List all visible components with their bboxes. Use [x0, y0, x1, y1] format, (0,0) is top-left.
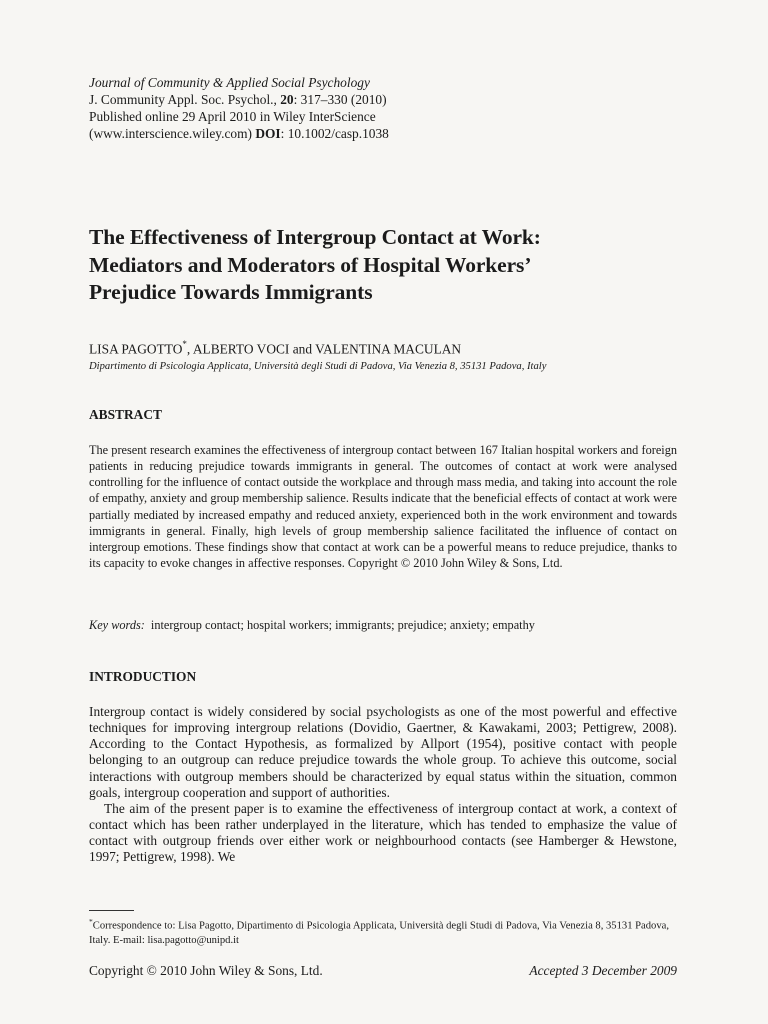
volume-number: 20 [280, 92, 294, 107]
author-affiliation: Dipartimento di Psicologia Applicata, Università degli Studi di Padova, Via Venezia 8, 35131 Padova, Italy [89, 361, 547, 372]
article-title [89, 224, 677, 307]
published-line: Published online 29 April 2010 in Wiley InterScience [89, 109, 376, 124]
footnote-text: Correspondence to: Lisa Pagotto, Dipartimento di Psicologia Applicata, Università degli Studi di Padova, Via Venezia 8, 35131 Padova, Italy. E-mail: lisa.pagotto@unipd.it [89, 920, 669, 947]
title-line-1: The Effectiveness of Intergroup Contact at Work: [89, 225, 541, 249]
footnote-divider [89, 910, 134, 911]
abstract-body: The present research examines the effectiveness of intergroup contact between 167 Italian hospital workers and foreign patients in reducing prejudice towards immigrants in general. The outcomes of contact at work were analysed controlling for the influence of contact outside the workplace and through mass media, and taking into account the role of empathy, anxiety and group membership salience. Results indicate that the beneficial effects of contact at work were partially mediated by increased empathy and reduced anxiety, experienced both in the work environment and towards immigrants in general. Finally, high levels of group membership salience facilitated the influence of contact on intergroup emotions. These findings show that contact at work can be a powerful means to reduce prejudice, thanks to its capacity to evoke changes in affective responses. Copyright © 2010 John Wiley & Sons, Ltd. [89, 443, 677, 571]
publisher-url: (www.interscience.wiley.com) [89, 126, 256, 141]
journal-name: Journal of Community & Applied Social Psychology [89, 75, 370, 90]
author-list [89, 337, 677, 357]
keywords-line [89, 617, 677, 633]
author-1: LISA PAGOTTO [89, 341, 183, 357]
footnote-mark: * [89, 917, 93, 926]
citation-prefix: J. Community Appl. Soc. Psychol., [89, 92, 281, 107]
correspondence-footnote [89, 915, 677, 949]
title-line-2: Mediators and Moderators of Hospital Workers’ [89, 252, 532, 277]
introduction-heading: INTRODUCTION [89, 669, 197, 684]
page-footer [89, 962, 677, 979]
doi-line [89, 125, 677, 142]
intro-paragraph-2: The aim of the present paper is to examine the effectiveness of intergroup contact at work, a context of contact which has been rather underplayed in the literature, which has tended to emphasize the value of contact with outgroup friends over either work or neighbourhood contacts (see Hamberger & Hewstone, 1997; Pettigrew, 1998). We [89, 800, 677, 865]
introduction-body [89, 704, 677, 866]
intro-paragraph-1: Intergroup contact is widely considered by social psychologists as one of the most powerful and effective techniques for improving intergroup relations (Dovidio, Gaertner, & Kawakami, 2003; Pettigrew, 2008). According to the Contact Hypothesis, as formalized by Allport (1954), positive contact with people belonging to an outgroup can reduce prejudice towards the whole group. To achieve this outcome, social interactions with outgroup members should be characterized by equal status within the situation, common goals, intergroup cooperation and support of authorities. [89, 704, 677, 800]
journal-header [89, 74, 677, 142]
title-line-3: Prejudice Towards Immigrants [89, 280, 373, 304]
citation-line [89, 91, 677, 108]
keywords-list: intergroup contact; hospital workers; immigrants; prejudice; anxiety; empathy [150, 618, 535, 632]
abstract-heading: ABSTRACT [89, 407, 162, 422]
correspondence-mark: * [182, 339, 187, 349]
other-authors: , ALBERTO VOCI and VALENTINA MACULAN [186, 341, 462, 357]
doi-value: : 10.1002/casp.1038 [280, 126, 389, 141]
footer-copyright: Copyright © 2010 John Wiley & Sons, Ltd. [89, 963, 323, 978]
keywords-label: Key words: [89, 618, 145, 632]
citation-pages: : 317–330 (2010) [293, 92, 387, 107]
doi-label: DOI [255, 126, 281, 141]
accepted-date: Accepted 3 December 2009 [529, 963, 677, 978]
